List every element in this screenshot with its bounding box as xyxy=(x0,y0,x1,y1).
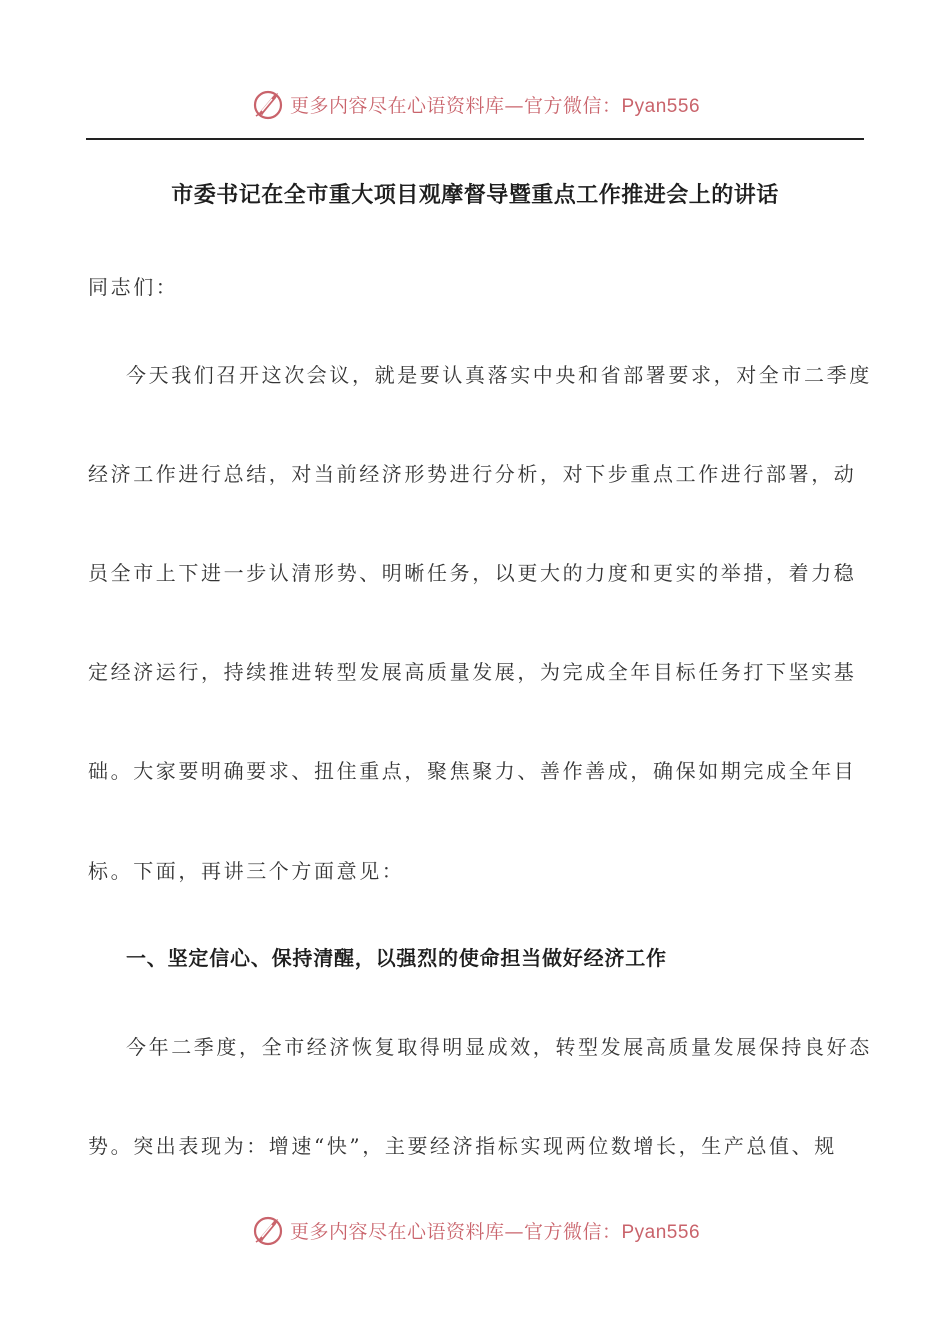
banner-cn-text: 更多内容尽在心语资料库—官方微信： xyxy=(289,1220,622,1243)
salutation: 同志们： xyxy=(88,275,179,299)
quill-pen-logo-icon xyxy=(250,86,286,122)
section-1-heading: 一、坚定信心、保持清醒，以强烈的使命担当做好经济工作 xyxy=(126,946,667,970)
paragraph-1-line: 经济工作进行总结，对当前经济形势进行分析，对下步重点工作进行部署，动 xyxy=(88,462,857,486)
paragraph-2-line: 势。突出表现为：增速“快”，主要经济指标实现两位数增长，生产总值、规 xyxy=(88,1134,837,1158)
footer-banner xyxy=(0,1210,950,1250)
banner-cn-text: 更多内容尽在心语资料库—官方微信： xyxy=(289,94,622,117)
banner-wechat-id: Pyan556 xyxy=(621,1221,701,1243)
banner-text xyxy=(290,91,700,118)
banner-text xyxy=(290,1217,700,1244)
paragraph-1-line: 标。下面，再讲三个方面意见： xyxy=(88,859,405,883)
paragraph-1-line: 今天我们召开这次会议，就是要认真落实中央和省部署要求，对全市二季度 xyxy=(126,363,872,387)
paragraph-1-line: 定经济运行，持续推进转型发展高质量发展，为完成全年目标任务打下坚实基 xyxy=(88,660,857,684)
quill-pen-logo-icon xyxy=(250,1212,286,1248)
header-banner xyxy=(0,84,950,124)
paragraph-1-line: 员全市上下进一步认清形势、明晰任务，以更大的力度和更实的举措，着力稳 xyxy=(88,561,857,585)
paragraph-1-line: 础。大家要明确要求、扭住重点，聚焦聚力、善作善成，确保如期完成全年目 xyxy=(88,759,857,783)
header-divider xyxy=(86,138,864,140)
paragraph-2-line: 今年二季度，全市经济恢复取得明显成效，转型发展高质量发展保持良好态 xyxy=(126,1035,872,1059)
document-title: 市委书记在全市重大项目观摩督导暨重点工作推进会上的讲话 xyxy=(171,183,779,208)
banner-wechat-id: Pyan556 xyxy=(621,95,701,117)
